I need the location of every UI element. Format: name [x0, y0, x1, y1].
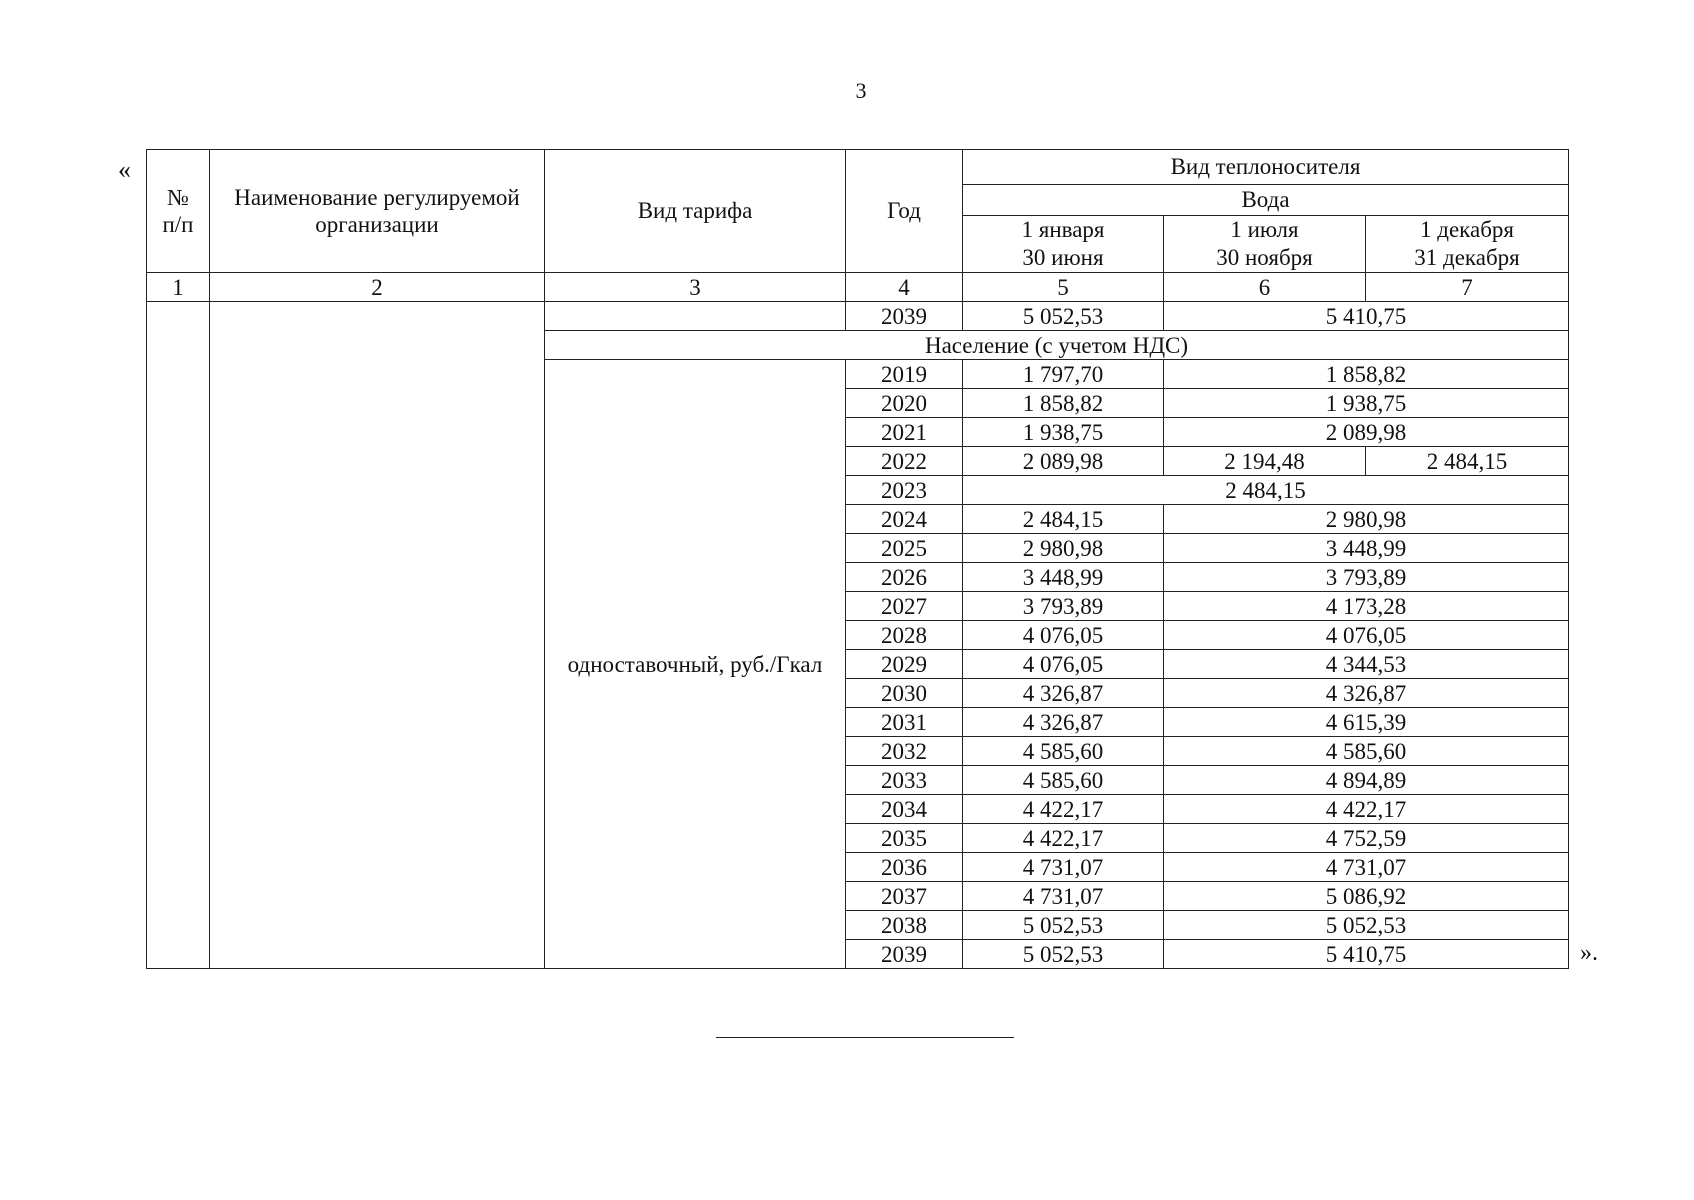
year-cell: 2023	[846, 476, 963, 505]
first-half-value: 4 326,87	[963, 708, 1164, 737]
first-half-value: 4 422,17	[963, 795, 1164, 824]
second-half-value: 4 894,89	[1164, 766, 1569, 795]
header-number: № п/п	[147, 150, 210, 273]
footer-rule	[716, 1037, 1014, 1038]
table-row	[147, 302, 1569, 331]
header-year: Год	[846, 150, 963, 273]
section-title: Население (с учетом НДС)	[545, 331, 1569, 360]
first-half-value: 4 076,05	[963, 621, 1164, 650]
second-half-value: 4 422,17	[1164, 795, 1569, 824]
full-year-value: 2 484,15	[963, 476, 1569, 505]
second-half-value: 5 086,92	[1164, 882, 1569, 911]
tariff-table	[146, 149, 1569, 969]
year-cell: 2025	[846, 534, 963, 563]
second-half-value: 1 858,82	[1164, 360, 1569, 389]
second-half-value: 4 076,05	[1164, 621, 1569, 650]
first-half-value: 1 938,75	[963, 418, 1164, 447]
year-cell: 2039	[846, 940, 963, 969]
year-cell: 2037	[846, 882, 963, 911]
second-half-value: 4 615,39	[1164, 708, 1569, 737]
year-cell: 2039	[846, 302, 963, 331]
year-cell: 2030	[846, 679, 963, 708]
header-period-3: 1 декабря 31 декабря	[1366, 216, 1569, 273]
first-half-value: 4 422,17	[963, 824, 1164, 853]
second-half-value: 3 793,89	[1164, 563, 1569, 592]
july-november-value: 2 194,48	[1164, 447, 1366, 476]
first-half-value: 4 585,60	[963, 766, 1164, 795]
december-value: 2 484,15	[1366, 447, 1569, 476]
year-cell: 2027	[846, 592, 963, 621]
column-number: 6	[1164, 273, 1366, 302]
column-number: 1	[147, 273, 210, 302]
first-half-value: 4 731,07	[963, 853, 1164, 882]
second-half-value: 2 980,98	[1164, 505, 1569, 534]
column-number: 4	[846, 273, 963, 302]
second-half-value: 4 752,59	[1164, 824, 1569, 853]
number-cell	[147, 302, 210, 969]
year-cell: 2019	[846, 360, 963, 389]
header-carrier-water: Вода	[963, 185, 1569, 216]
tariff-type-cell	[545, 302, 846, 331]
first-half-value: 4 731,07	[963, 882, 1164, 911]
page-number: 3	[855, 78, 867, 103]
first-half-value: 3 448,99	[963, 563, 1164, 592]
year-cell: 2026	[846, 563, 963, 592]
organization-cell	[210, 302, 545, 969]
second-half-value: 3 448,99	[1164, 534, 1569, 563]
first-half-value: 4 076,05	[963, 650, 1164, 679]
second-half-value: 2 089,98	[1164, 418, 1569, 447]
column-number: 2	[210, 273, 545, 302]
second-half-value: 4 344,53	[1164, 650, 1569, 679]
header-organization: Наименование регулируемой организации	[210, 150, 545, 273]
first-half-value: 2 980,98	[963, 534, 1164, 563]
first-half-value: 2 089,98	[963, 447, 1164, 476]
year-cell: 2036	[846, 853, 963, 882]
second-half-value: 4 585,60	[1164, 737, 1569, 766]
tariff-type-cell: одноставочный, руб./Гкал	[545, 360, 846, 969]
year-cell: 2021	[846, 418, 963, 447]
first-half-value: 2 484,15	[963, 505, 1164, 534]
second-half-value: 4 731,07	[1164, 853, 1569, 882]
year-cell: 2029	[846, 650, 963, 679]
first-half-value: 4 585,60	[963, 737, 1164, 766]
second-half-value: 4 173,28	[1164, 592, 1569, 621]
year-cell: 2032	[846, 737, 963, 766]
second-half-value: 5 052,53	[1164, 911, 1569, 940]
second-half-value: 4 326,87	[1164, 679, 1569, 708]
first-half-value: 5 052,53	[963, 302, 1164, 331]
year-cell: 2035	[846, 824, 963, 853]
year-cell: 2031	[846, 708, 963, 737]
header-period-1: 1 января 30 июня	[963, 216, 1164, 273]
first-half-value: 3 793,89	[963, 592, 1164, 621]
column-number: 7	[1366, 273, 1569, 302]
opening-quote: «	[118, 155, 131, 184]
year-cell: 2024	[846, 505, 963, 534]
column-number: 3	[545, 273, 846, 302]
year-cell: 2028	[846, 621, 963, 650]
first-half-value: 5 052,53	[963, 940, 1164, 969]
column-numbers-row	[147, 273, 1569, 302]
first-half-value: 5 052,53	[963, 911, 1164, 940]
second-half-value: 1 938,75	[1164, 389, 1569, 418]
year-cell: 2038	[846, 911, 963, 940]
first-half-value: 1 858,82	[963, 389, 1164, 418]
first-half-value: 1 797,70	[963, 360, 1164, 389]
second-half-value: 5 410,75	[1164, 302, 1569, 331]
header-period-2: 1 июля 30 ноября	[1164, 216, 1366, 273]
year-cell: 2022	[846, 447, 963, 476]
year-cell: 2020	[846, 389, 963, 418]
second-half-value: 5 410,75	[1164, 940, 1569, 969]
year-cell: 2033	[846, 766, 963, 795]
header-carrier-type: Вид теплоносителя	[963, 150, 1569, 185]
header-tariff-type: Вид тарифа	[545, 150, 846, 273]
column-number: 5	[963, 273, 1164, 302]
first-half-value: 4 326,87	[963, 679, 1164, 708]
year-cell: 2034	[846, 795, 963, 824]
closing-quote: ».	[1580, 940, 1598, 966]
